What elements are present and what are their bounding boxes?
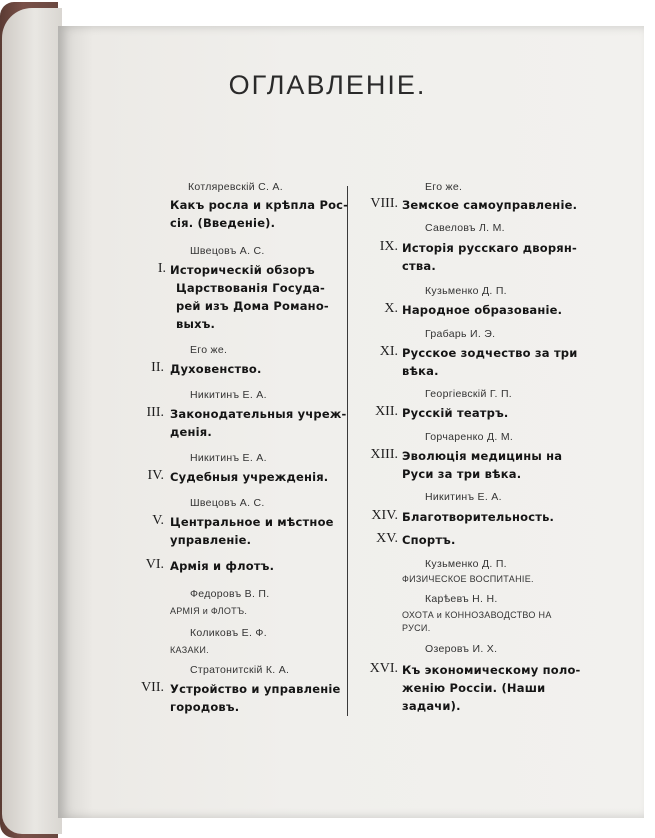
toc-title-line: Земское самоуправленiе. bbox=[402, 198, 578, 212]
toc-title-line: Какъ росла и крѣпла Рос- bbox=[170, 198, 349, 212]
toc-title-line: Благотворительность. bbox=[402, 510, 555, 524]
toc-title-line: выхъ. bbox=[176, 317, 216, 331]
toc-subsection: КАЗАКИ. bbox=[170, 645, 209, 655]
left-page-edge bbox=[2, 8, 62, 834]
toc-author: Никитинъ Е. А. bbox=[190, 389, 267, 401]
toc-title-line: Народное образованiе. bbox=[402, 303, 563, 317]
page-title: ОГЛАВЛЕНIЕ. bbox=[228, 70, 427, 100]
toc-title-line: Законодательныя учреж- bbox=[170, 407, 347, 421]
toc-title-line: Спортъ. bbox=[402, 533, 456, 547]
toc-title-line: Эволюцiя медицины на bbox=[402, 449, 563, 463]
toc-title-line: Судебныя учрежденiя. bbox=[170, 470, 329, 484]
toc-title-line: Къ экономическому поло- bbox=[402, 663, 581, 677]
toc-author: Карѣевъ Н. Н. bbox=[425, 593, 498, 605]
toc-title-line: Русское зодчество за три bbox=[402, 346, 578, 360]
toc-author: Стратонитскiй К. А. bbox=[190, 664, 290, 676]
toc-author: Его же. bbox=[190, 344, 228, 356]
toc-author: Горчаренко Д. М. bbox=[425, 431, 514, 443]
toc-number: III. bbox=[146, 405, 164, 420]
toc-author: Федоровъ В. П. bbox=[190, 588, 270, 600]
toc-number: XII. bbox=[375, 404, 398, 419]
toc-title-line: Царствованiя Госуда- bbox=[176, 281, 325, 295]
toc-title-line: Историческiй обзоръ bbox=[170, 263, 315, 277]
toc-title-line: Центральное и мѣстное bbox=[170, 515, 334, 529]
toc-author: Швецовъ А. С. bbox=[190, 245, 265, 257]
toc-title-line: задачи). bbox=[402, 699, 461, 713]
toc-subsection: ФИЗИЧЕСКОЕ ВОСПИТАНIЕ. bbox=[402, 574, 534, 584]
toc-author: Грабарь И. Э. bbox=[425, 328, 496, 340]
toc-author: Кузьменко Д. П. bbox=[425, 285, 507, 297]
toc-author: Георгiевскiй Г. П. bbox=[425, 388, 513, 400]
toc-number: VI. bbox=[145, 557, 164, 572]
toc-title-line: Исторiя русскаго дворян- bbox=[402, 241, 578, 255]
toc-title-line: городовъ. bbox=[170, 700, 240, 714]
toc-title-line: сiя. (Введенiе). bbox=[170, 216, 276, 230]
toc-number: I. bbox=[157, 261, 166, 276]
toc-number: VIII. bbox=[370, 196, 398, 211]
toc-number: XV. bbox=[376, 531, 398, 546]
toc-title-line: управленiе. bbox=[170, 533, 252, 547]
toc-number: II. bbox=[151, 360, 164, 375]
toc-author: Никитинъ Е. А. bbox=[425, 491, 502, 503]
toc-subsection: ОХОТА и КОННОЗАВОДСТВО НА bbox=[402, 610, 552, 620]
toc-number: V. bbox=[152, 513, 164, 528]
toc-number: XI. bbox=[379, 344, 398, 359]
toc-title-line: Армiя и флотъ. bbox=[170, 559, 275, 573]
toc-title-line: Устройство и управленiе bbox=[170, 682, 341, 696]
toc-title-line: вѣка. bbox=[402, 364, 439, 378]
toc-author: Никитинъ Е. А. bbox=[190, 452, 267, 464]
toc-number: XIV. bbox=[371, 508, 398, 523]
toc-author: Савеловъ Л. М. bbox=[425, 222, 505, 234]
toc-author: Швецовъ А. С. bbox=[190, 497, 265, 509]
toc-number: XVI. bbox=[369, 661, 398, 676]
toc-title-line: Руси за три вѣка. bbox=[402, 467, 522, 481]
toc-author: Котляревскiй С. А. bbox=[188, 181, 283, 193]
toc-title-line: Русскiй театръ. bbox=[402, 406, 509, 420]
toc-author: Кузьменко Д. П. bbox=[425, 558, 507, 570]
toc-title-line: ства. bbox=[402, 259, 436, 273]
column-divider bbox=[347, 186, 348, 716]
book-page bbox=[58, 26, 644, 818]
toc-title-line: Духовенство. bbox=[170, 362, 262, 376]
toc-author: Коликовъ Е. Ф. bbox=[190, 627, 267, 639]
toc-title-line: женiю Россiи. (Наши bbox=[402, 681, 546, 695]
toc-author: Озеровъ И. Х. bbox=[425, 643, 498, 655]
toc-subsection: АРМIЯ и ФЛОТЪ. bbox=[170, 606, 248, 616]
toc-number: VII. bbox=[141, 680, 164, 695]
toc-author: Его же. bbox=[425, 181, 463, 193]
toc-number: IV. bbox=[147, 468, 164, 483]
toc-title-line: денiя. bbox=[170, 425, 212, 439]
toc-number: IX. bbox=[379, 239, 398, 254]
toc-title-line: рей изъ Дома Романо- bbox=[176, 299, 329, 313]
toc-number: XIII. bbox=[370, 447, 398, 462]
toc-number: X. bbox=[384, 301, 398, 316]
toc-subsection: РУСИ. bbox=[402, 623, 431, 633]
